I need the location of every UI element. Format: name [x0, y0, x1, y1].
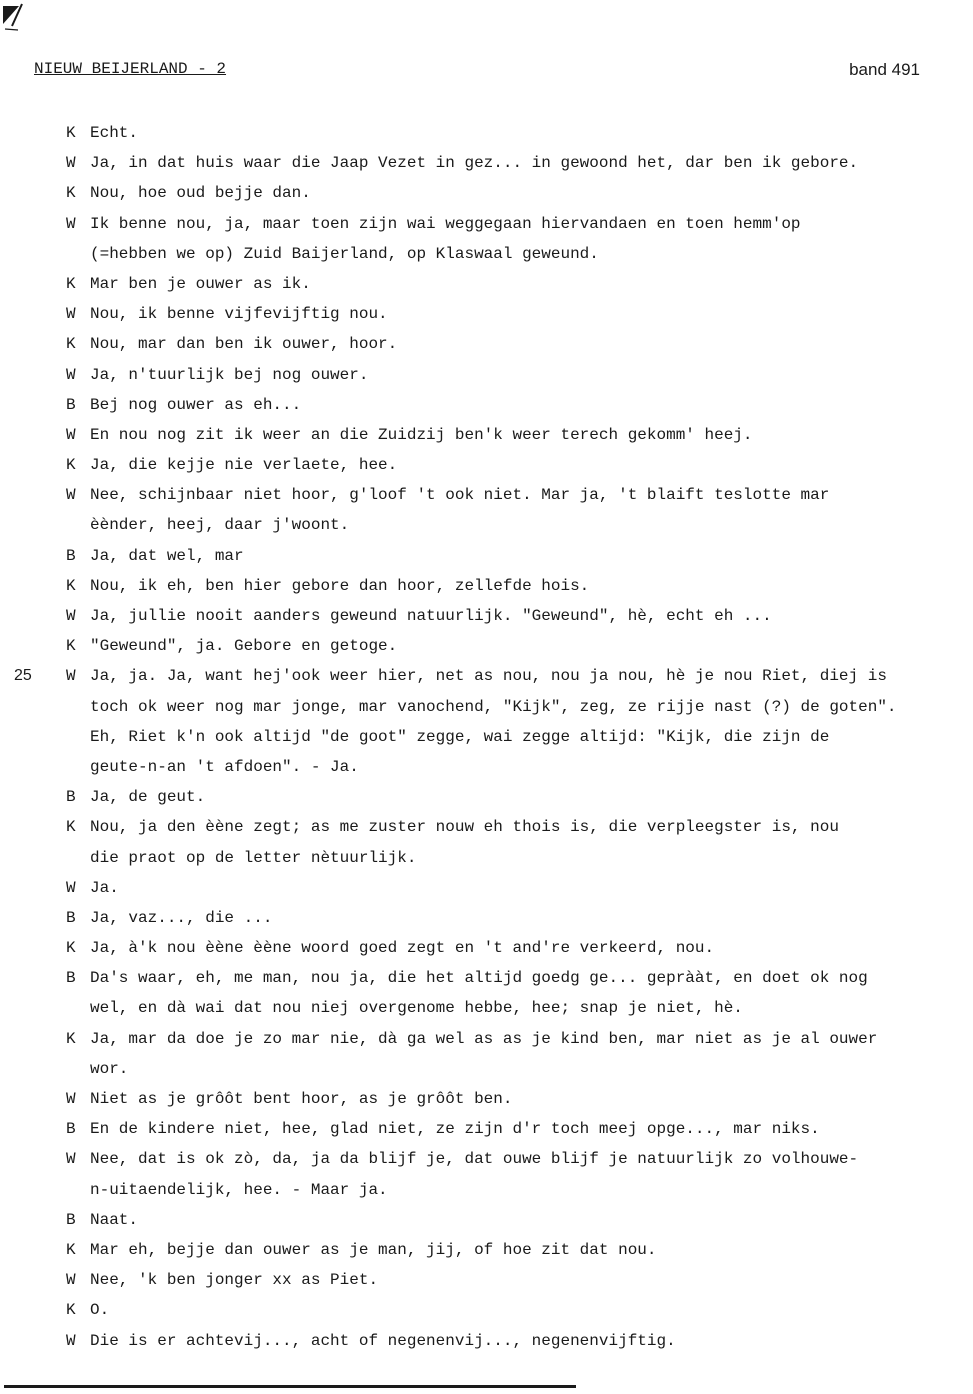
transcript-line: [0, 390, 973, 420]
transcript-line: [0, 1326, 973, 1356]
utterance-text: wel, en dà wai dat nou niej overgenome hebbe, hee; snap je niet, hè.: [90, 999, 743, 1018]
transcript-line: [0, 1295, 973, 1325]
utterance-text: Ja, die kejje nie verlaete, hee.: [90, 456, 398, 475]
speaker-label: B: [66, 546, 76, 565]
utterance-text: "Geweund", ja. Gebore en getoge.: [90, 637, 398, 656]
utterance-text: (=hebben we op) Zuid Baijerland, op Klaswaal geweund.: [90, 244, 599, 263]
band-number: band 491: [849, 60, 920, 79]
transcript-line: [0, 480, 973, 510]
transcript-line: [0, 873, 973, 903]
header-title-block: [34, 60, 226, 78]
utterance-text: Ja, vaz..., die ...: [90, 908, 273, 927]
utterance-text: èènder, heej, daar j'woont.: [90, 516, 350, 535]
transcript-line: [0, 843, 973, 873]
speaker-label: K: [66, 1301, 76, 1320]
page-header: [34, 60, 924, 86]
transcript-line: [0, 510, 973, 540]
speaker-label: K: [66, 124, 76, 142]
utterance-text: Nou, ik eh, ben hier gebore dan hoor, zellefde hois.: [90, 576, 590, 595]
speaker-label: W: [66, 1271, 76, 1290]
speaker-label: K: [66, 335, 76, 354]
utterance-text: Echt.: [90, 124, 139, 142]
speaker-label: K: [66, 576, 76, 595]
transcript-line: [0, 571, 973, 601]
utterance-text: Nou, hoe oud bejje dan.: [90, 184, 311, 203]
utterance-text: Nee, schijnbaar niet hoor, g'loof 't ook niet. Mar ja, 't blaift teslotte mar: [90, 486, 830, 505]
transcript-line: [0, 963, 973, 993]
utterance-text: Ja, de geut.: [90, 788, 206, 807]
utterance-text: Nou, ik benne vijfevijftig nou.: [90, 305, 388, 324]
transcript-line: [0, 269, 973, 299]
transcript-line: [0, 1144, 973, 1174]
utterance-text: En nou nog zit ik weer an die Zuidzij ben'k weer terech gekomm' heej.: [90, 425, 753, 444]
speaker-label: K: [66, 456, 76, 475]
utterance-text: Bej nog ouwer as eh...: [90, 395, 302, 414]
speaker-label: K: [66, 274, 76, 293]
transcript-line: [0, 209, 973, 239]
utterance-text: Nee, 'k ben jonger xx as Piet.: [90, 1271, 379, 1290]
transcript-line: [0, 1024, 973, 1054]
speaker-label: W: [66, 486, 76, 505]
utterance-text: Ja.: [90, 878, 119, 897]
utterance-text: Ja, ja. Ja, want hej'ook weer hier, net as nou, nou ja nou, hè je nou Riet, diej is: [90, 667, 887, 686]
transcript-line: [0, 1175, 973, 1205]
speaker-label: B: [66, 395, 76, 414]
utterance-text: Naat.: [90, 1210, 139, 1229]
transcript-line: [0, 299, 973, 329]
speaker-label: B: [66, 1210, 76, 1229]
speaker-label: B: [66, 969, 76, 988]
transcript-line: [0, 933, 973, 963]
utterance-text: Ja, dat wel, mar: [90, 546, 244, 565]
speaker-label: B: [66, 908, 76, 927]
utterance-text: Eh, Riet k'n ook altijd "de goot" zegge, wai zegge altijd: "Kijk, die zijn de: [90, 727, 830, 746]
utterance-text: Ja, à'k nou èène èène woord goed zegt en 't and're verkeerd, nou.: [90, 939, 715, 958]
line-number: 25: [14, 667, 32, 685]
transcript-body: [0, 118, 973, 1356]
transcript-line: [0, 661, 973, 691]
utterance-text: Da's waar, eh, me man, nou ja, die het altijd goedg ge... geprààt, en doet ok nog: [90, 969, 868, 988]
utterance-text: Nou, mar dan ben ik ouwer, hoor.: [90, 335, 398, 354]
bottom-rule: [4, 1385, 576, 1388]
speaker-label: W: [66, 667, 76, 686]
utterance-text: Ik benne nou, ja, maar toen zijn wai weggegaan hiervandaen en toen hemm'op: [90, 214, 801, 233]
utterance-text: geute-n-an 't afdoen". - Ja.: [90, 757, 359, 776]
speaker-label: W: [66, 1331, 76, 1350]
transcript-line: [0, 601, 973, 631]
speaker-label: B: [66, 1120, 76, 1139]
speaker-label: W: [66, 305, 76, 324]
transcript-line: [0, 1265, 973, 1295]
utterance-text: wor.: [90, 1059, 129, 1078]
utterance-text: Ja, mar da doe je zo mar nie, dà ga wel as as je kind ben, mar niet as je al ouwer: [90, 1029, 878, 1048]
utterance-text: n-uitaendelijk, hee. - Maar ja.: [90, 1180, 388, 1199]
speaker-label: W: [66, 214, 76, 233]
utterance-text: En de kindere niet, hee, glad niet, ze zijn d'r toch meej opge..., mar niks.: [90, 1120, 820, 1139]
utterance-text: O.: [90, 1301, 110, 1320]
transcript-line: [0, 631, 973, 661]
speaker-label: B: [66, 788, 76, 807]
speaker-label: W: [66, 365, 76, 384]
speaker-label: K: [66, 1240, 76, 1259]
transcript-line: [0, 360, 973, 390]
speaker-label: W: [66, 1090, 76, 1108]
speaker-label: W: [66, 1150, 76, 1169]
document-title: NIEUW BEIJERLAND - 2: [34, 60, 227, 78]
transcript-line: [0, 118, 973, 148]
transcript-line: [0, 329, 973, 359]
utterance-text: Ja, in dat huis waar die Jaap Vezet in gez... in gewoond het, dar ben ik gebore.: [90, 154, 859, 173]
utterance-text: Ja, n'tuurlijk bej nog ouwer.: [90, 365, 369, 384]
utterance-text: Ja, jullie nooit aanders geweund natuurlijk. "Geweund", hè, echt eh ...: [90, 607, 772, 625]
speaker-label: W: [66, 878, 76, 897]
transcript-line: [0, 1114, 973, 1144]
transcript-line: [0, 782, 973, 812]
transcript-line: [0, 239, 973, 269]
transcript-line: [0, 903, 973, 933]
transcript-line: [0, 752, 973, 782]
transcript-line: [0, 450, 973, 480]
transcript-line: [0, 178, 973, 208]
transcript-line: [0, 420, 973, 450]
transcript-line: [0, 722, 973, 752]
speaker-label: K: [66, 1029, 76, 1048]
transcript-line: [0, 1205, 973, 1235]
speaker-label: K: [66, 818, 76, 837]
transcript-line: [0, 541, 973, 571]
utterance-text: die praot op de letter nètuurlijk.: [90, 848, 417, 867]
utterance-text: Mar ben je ouwer as ik.: [90, 274, 311, 293]
speaker-label: K: [66, 184, 76, 203]
speaker-label: W: [66, 154, 76, 173]
transcript-line: [0, 812, 973, 842]
utterance-text: Niet as je grôôt bent hoor, as je grôôt ben.: [90, 1090, 513, 1108]
utterance-text: Nou, ja den èène zegt; as me zuster nouw eh thois is, die verpleegster is, nou: [90, 818, 839, 837]
utterance-text: Nee, dat is ok zò, da, ja da blijf je, dat ouwe blijf je natuurlijk zo volhouwe-: [90, 1150, 859, 1169]
speaker-label: W: [66, 425, 76, 444]
transcript-line: [0, 1054, 973, 1084]
corner-mark-icon: [2, 2, 26, 32]
transcript-line: [0, 993, 973, 1023]
transcript-line: [0, 1084, 973, 1114]
utterance-text: toch ok weer nog mar jonge, mar vanochend, "Kijk", zeg, ze rijje nast (?) de goten".: [90, 697, 897, 716]
utterance-text: Die is er achtevij..., acht of negenenvij..., negenenvijftig.: [90, 1331, 676, 1350]
speaker-label: W: [66, 607, 76, 625]
transcript-line: [0, 1235, 973, 1265]
utterance-text: Mar eh, bejje dan ouwer as je man, jij, of hoe zit dat nou.: [90, 1240, 657, 1259]
speaker-label: K: [66, 939, 76, 958]
transcript-line: [0, 148, 973, 178]
transcript-line: [0, 692, 973, 722]
speaker-label: K: [66, 637, 76, 656]
